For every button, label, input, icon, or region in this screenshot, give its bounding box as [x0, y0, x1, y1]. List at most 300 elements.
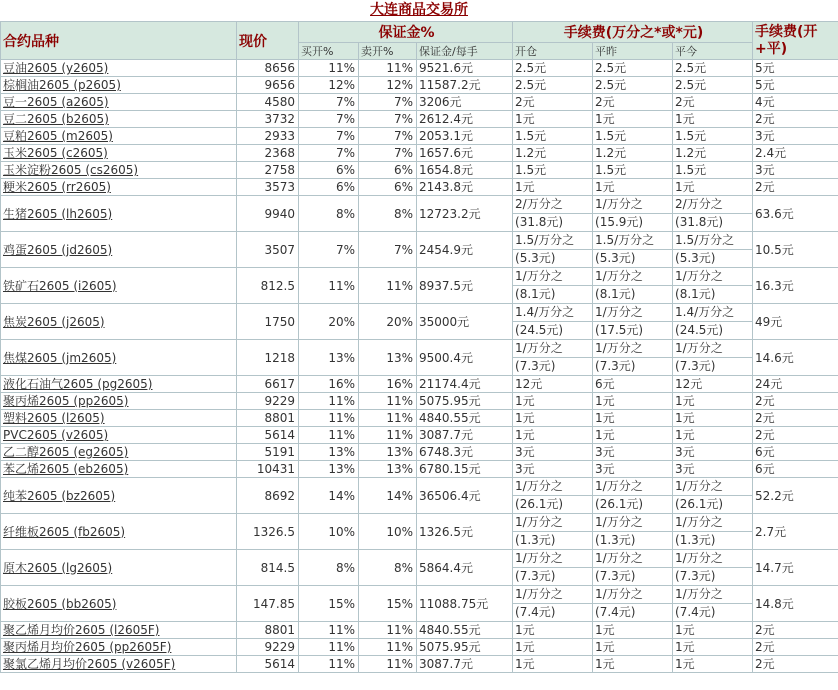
sell-open-cell: 12%	[359, 77, 417, 94]
margin-cell: 8937.5元	[417, 268, 513, 304]
fee-cy-cell: 3元	[593, 461, 673, 478]
price-cell: 8656	[237, 60, 299, 77]
fee-open-cell	[513, 340, 593, 376]
table-row	[1, 94, 838, 111]
price-cell: 6617	[237, 376, 299, 393]
fee-open-cell: 3元	[513, 444, 593, 461]
header-close-today: 平今	[673, 43, 753, 60]
price-cell: 1326.5	[237, 514, 299, 550]
contract-link[interactable]: 乙二醇2605 (eg2605)	[3, 445, 129, 459]
contract-link[interactable]: 聚丙烯月均价2605 (pp2605F)	[3, 640, 172, 654]
fee-ct-line: 1.5/万分之	[673, 232, 752, 250]
exchange-title: 大连商品交易所	[370, 2, 468, 18]
price-cell: 1218	[237, 340, 299, 376]
fee-total-cell: 2元	[753, 639, 838, 656]
table-row	[1, 393, 838, 410]
contract-name-cell	[1, 232, 237, 268]
price-cell: 9940	[237, 196, 299, 232]
price-cell: 147.85	[237, 586, 299, 622]
contract-name-cell	[1, 179, 237, 196]
fee-total-cell: 6元	[753, 444, 838, 461]
fee-open-line: (1.3元)	[515, 533, 556, 547]
fee-cy-line: (7.4元)	[595, 605, 636, 619]
sell-open-cell: 13%	[359, 340, 417, 376]
fee-cy-cell: 1元	[593, 656, 673, 673]
sell-open-cell: 7%	[359, 232, 417, 268]
contract-name-cell	[1, 162, 237, 179]
buy-open-cell: 6%	[299, 179, 359, 196]
fee-cy-cell: 1.2元	[593, 145, 673, 162]
contract-link[interactable]: 豆一2605 (a2605)	[3, 95, 109, 109]
contract-link[interactable]: 铁矿石2605 (i2605)	[3, 278, 117, 293]
fee-open-cell: 12元	[513, 376, 593, 393]
sell-open-cell: 6%	[359, 162, 417, 179]
margin-cell: 9500.4元	[417, 340, 513, 376]
margin-cell: 6780.15元	[417, 461, 513, 478]
table-row	[1, 586, 838, 622]
contract-name-cell	[1, 376, 237, 393]
fee-open-line: 1/万分之	[513, 340, 592, 358]
price-cell: 812.5	[237, 268, 299, 304]
price-cell: 9229	[237, 393, 299, 410]
fee-open-cell	[513, 550, 593, 586]
fee-open-line: (7.4元)	[515, 605, 556, 619]
fee-cy-cell	[593, 478, 673, 514]
fee-open-cell	[513, 304, 593, 340]
table-row	[1, 514, 838, 550]
fee-ct-cell: 1元	[673, 656, 753, 673]
margin-cell: 6748.3元	[417, 444, 513, 461]
fee-ct-line: 1/万分之	[673, 268, 752, 286]
buy-open-cell: 10%	[299, 514, 359, 550]
buy-open-cell: 7%	[299, 94, 359, 111]
fee-ct-cell: 1.5元	[673, 162, 753, 179]
header-open: 开仓	[513, 43, 593, 60]
fee-open-line: (24.5元)	[515, 323, 564, 337]
contract-name-cell	[1, 340, 237, 376]
price-cell: 8801	[237, 622, 299, 639]
fee-open-cell	[513, 586, 593, 622]
fee-total-cell: 5元	[753, 77, 838, 94]
fee-open-cell: 1元	[513, 111, 593, 128]
buy-open-cell: 11%	[299, 622, 359, 639]
buy-open-cell: 11%	[299, 656, 359, 673]
header-buy-open: 买开%	[299, 43, 359, 60]
contract-link[interactable]: 粳米2605 (rr2605)	[3, 180, 111, 194]
price-cell: 2368	[237, 145, 299, 162]
fee-ct-cell: 2.5元	[673, 77, 753, 94]
buy-open-cell: 16%	[299, 376, 359, 393]
fee-ct-cell: 1元	[673, 179, 753, 196]
buy-open-cell: 11%	[299, 427, 359, 444]
fee-cy-cell: 1元	[593, 393, 673, 410]
margin-cell: 36506.4元	[417, 478, 513, 514]
fee-open-cell: 1.2元	[513, 145, 593, 162]
price-cell: 9229	[237, 639, 299, 656]
contract-link[interactable]: 焦炭2605 (j2605)	[3, 314, 105, 329]
fee-cy-cell: 3元	[593, 444, 673, 461]
buy-open-cell: 11%	[299, 639, 359, 656]
fee-total-cell: 14.7元	[753, 550, 838, 586]
price-cell: 1750	[237, 304, 299, 340]
table-body	[1, 60, 838, 673]
fee-ct-cell: 3元	[673, 461, 753, 478]
table-row	[1, 111, 838, 128]
fee-open-line: (31.8元)	[515, 215, 564, 229]
buy-open-cell: 13%	[299, 340, 359, 376]
sell-open-cell: 13%	[359, 444, 417, 461]
price-cell: 5614	[237, 656, 299, 673]
contract-name-cell	[1, 304, 237, 340]
fee-open-line: (7.3元)	[515, 359, 556, 373]
contract-link[interactable]: 豆二2605 (b2605)	[3, 112, 109, 126]
fee-ct-cell	[673, 304, 753, 340]
fee-ct-cell	[673, 514, 753, 550]
margin-cell: 5864.4元	[417, 550, 513, 586]
price-cell: 3573	[237, 179, 299, 196]
table-row	[1, 639, 838, 656]
fee-ct-cell	[673, 268, 753, 304]
margin-cell: 2143.8元	[417, 179, 513, 196]
contract-link[interactable]: 胶板2605 (bb2605)	[3, 596, 117, 611]
fee-cy-line: 1/万分之	[593, 514, 672, 532]
fee-ct-cell: 12元	[673, 376, 753, 393]
sell-open-cell: 15%	[359, 586, 417, 622]
sell-open-cell: 11%	[359, 393, 417, 410]
buy-open-cell: 8%	[299, 196, 359, 232]
fee-cy-cell: 1.5元	[593, 162, 673, 179]
fee-open-cell: 1元	[513, 427, 593, 444]
table-row	[1, 444, 838, 461]
buy-open-cell: 11%	[299, 60, 359, 77]
price-cell: 2933	[237, 128, 299, 145]
fee-cy-cell: 1元	[593, 410, 673, 427]
fee-open-cell: 2.5元	[513, 77, 593, 94]
margin-cell: 4840.55元	[417, 410, 513, 427]
sell-open-cell: 11%	[359, 268, 417, 304]
fee-cy-cell	[593, 268, 673, 304]
fee-open-cell: 1.5元	[513, 162, 593, 179]
fee-cy-cell: 1元	[593, 179, 673, 196]
contract-link[interactable]: 纯苯2605 (bz2605)	[3, 488, 116, 503]
sell-open-cell: 7%	[359, 128, 417, 145]
sell-open-cell: 11%	[359, 639, 417, 656]
price-cell: 814.5	[237, 550, 299, 586]
fee-cy-line: 1/万分之	[593, 550, 672, 568]
fee-open-line: 2/万分之	[513, 196, 592, 214]
price-cell: 5614	[237, 427, 299, 444]
fee-cy-cell	[593, 232, 673, 268]
fee-open-cell: 1元	[513, 656, 593, 673]
contract-link[interactable]: 塑料2605 (l2605)	[3, 411, 105, 425]
fee-total-cell: 2元	[753, 656, 838, 673]
fee-cy-cell: 1元	[593, 639, 673, 656]
fee-open-cell: 1元	[513, 410, 593, 427]
fee-cy-line: 1/万分之	[593, 586, 672, 604]
fee-open-cell: 2元	[513, 94, 593, 111]
contract-name-cell	[1, 550, 237, 586]
margin-cell: 12723.2元	[417, 196, 513, 232]
price-cell: 4580	[237, 94, 299, 111]
fee-ct-cell	[673, 232, 753, 268]
fee-open-cell: 1元	[513, 393, 593, 410]
fee-total-cell: 63.6元	[753, 196, 838, 232]
fee-total-cell: 5元	[753, 60, 838, 77]
fee-open-cell: 1.5元	[513, 128, 593, 145]
fee-ct-line: (5.3元)	[675, 251, 716, 265]
sell-open-cell: 11%	[359, 427, 417, 444]
contract-name-cell	[1, 410, 237, 427]
fee-total-cell: 24元	[753, 376, 838, 393]
margin-cell: 2053.1元	[417, 128, 513, 145]
fee-ct-cell: 2.5元	[673, 60, 753, 77]
fee-open-cell: 3元	[513, 461, 593, 478]
fee-ct-line: 1.4/万分之	[673, 304, 752, 322]
fee-cy-line: (26.1元)	[595, 497, 644, 511]
buy-open-cell: 14%	[299, 478, 359, 514]
contract-link[interactable]: 玉米淀粉2605 (cs2605)	[3, 163, 139, 177]
price-cell: 10431	[237, 461, 299, 478]
fee-ct-line: 1/万分之	[673, 478, 752, 496]
table-row	[1, 162, 838, 179]
fee-open-line: 1/万分之	[513, 550, 592, 568]
fee-ct-line: (7.3元)	[675, 569, 716, 583]
header-fee-total: 手续费(开+平)	[753, 22, 838, 60]
fee-open-line: 1.4/万分之	[513, 304, 592, 322]
contract-link[interactable]: 豆粕2605 (m2605)	[3, 129, 113, 143]
contract-link[interactable]: 聚乙烯月均价2605 (l2605F)	[3, 623, 160, 637]
fee-cy-line: 1/万分之	[593, 196, 672, 214]
sell-open-cell: 8%	[359, 196, 417, 232]
fee-open-line: (5.3元)	[515, 251, 556, 265]
fee-total-cell: 2元	[753, 622, 838, 639]
sell-open-cell: 7%	[359, 145, 417, 162]
buy-open-cell: 11%	[299, 410, 359, 427]
fee-open-cell	[513, 232, 593, 268]
fee-total-cell: 3元	[753, 162, 838, 179]
buy-open-cell: 13%	[299, 461, 359, 478]
fee-cy-line: (5.3元)	[595, 251, 636, 265]
fee-ct-cell: 1元	[673, 393, 753, 410]
contract-name-cell	[1, 196, 237, 232]
contract-link[interactable]: 生猪2605 (lh2605)	[3, 206, 113, 221]
contract-name-cell	[1, 145, 237, 162]
fee-ct-line: 1/万分之	[673, 586, 752, 604]
fee-cy-cell: 1元	[593, 111, 673, 128]
fee-total-cell: 2元	[753, 427, 838, 444]
fee-cy-line: (7.3元)	[595, 569, 636, 583]
table-row	[1, 232, 838, 268]
table-row	[1, 478, 838, 514]
fee-open-line: 1.5/万分之	[513, 232, 592, 250]
fee-cy-line: (8.1元)	[595, 287, 636, 301]
fee-total-cell: 6元	[753, 461, 838, 478]
table-row	[1, 427, 838, 444]
contract-name-cell	[1, 60, 237, 77]
fee-ct-cell	[673, 340, 753, 376]
header-product: 合约品种	[1, 22, 237, 60]
price-cell: 3732	[237, 111, 299, 128]
table-row	[1, 77, 838, 94]
margin-cell: 4840.55元	[417, 622, 513, 639]
sell-open-cell: 11%	[359, 60, 417, 77]
table-row	[1, 340, 838, 376]
fee-cy-cell	[593, 304, 673, 340]
contract-link[interactable]: 苯乙烯2605 (eb2605)	[3, 462, 129, 476]
header-sell-open: 卖开%	[359, 43, 417, 60]
price-cell: 5191	[237, 444, 299, 461]
fee-open-cell	[513, 268, 593, 304]
header-price: 现价	[237, 22, 299, 60]
fee-total-cell: 4元	[753, 94, 838, 111]
sell-open-cell: 8%	[359, 550, 417, 586]
fee-cy-cell: 1元	[593, 622, 673, 639]
price-cell: 2758	[237, 162, 299, 179]
margin-cell: 35000元	[417, 304, 513, 340]
contract-table	[0, 21, 838, 673]
fee-total-cell: 2元	[753, 111, 838, 128]
contract-name-cell	[1, 128, 237, 145]
table-row	[1, 179, 838, 196]
contract-name-cell	[1, 444, 237, 461]
table-row	[1, 128, 838, 145]
fee-ct-cell	[673, 586, 753, 622]
fee-cy-line: (7.3元)	[595, 359, 636, 373]
fee-ct-line: 2/万分之	[673, 196, 752, 214]
contract-name-cell	[1, 586, 237, 622]
fee-ct-cell	[673, 196, 753, 232]
sell-open-cell: 20%	[359, 304, 417, 340]
fee-total-cell: 2.4元	[753, 145, 838, 162]
fee-cy-cell	[593, 586, 673, 622]
fee-open-line: (8.1元)	[515, 287, 556, 301]
fee-cy-cell	[593, 514, 673, 550]
fee-cy-cell	[593, 340, 673, 376]
table-row	[1, 145, 838, 162]
fee-open-cell	[513, 478, 593, 514]
fee-open-cell: 1元	[513, 179, 593, 196]
fee-ct-cell: 2元	[673, 94, 753, 111]
fee-open-cell: 2.5元	[513, 60, 593, 77]
fee-cy-line: (1.3元)	[595, 533, 636, 547]
contract-name-cell	[1, 639, 237, 656]
contract-link[interactable]: 鸡蛋2605 (jd2605)	[3, 242, 113, 257]
buy-open-cell: 8%	[299, 550, 359, 586]
fee-ct-line: (1.3元)	[675, 533, 716, 547]
fee-total-cell: 2元	[753, 393, 838, 410]
fee-cy-line: 1/万分之	[593, 340, 672, 358]
price-cell: 9656	[237, 77, 299, 94]
contract-name-cell	[1, 111, 237, 128]
buy-open-cell: 7%	[299, 145, 359, 162]
margin-cell: 2612.4元	[417, 111, 513, 128]
table-row	[1, 410, 838, 427]
fee-ct-cell: 1元	[673, 111, 753, 128]
fee-cy-line: (17.5元)	[595, 323, 644, 337]
fee-ct-cell: 1元	[673, 639, 753, 656]
contract-link[interactable]: 豆油2605 (y2605)	[3, 61, 109, 75]
fee-total-cell: 2元	[753, 410, 838, 427]
fee-ct-cell: 1.2元	[673, 145, 753, 162]
buy-open-cell: 20%	[299, 304, 359, 340]
margin-cell: 1326.5元	[417, 514, 513, 550]
table-row	[1, 196, 838, 232]
contract-name-cell	[1, 268, 237, 304]
contract-link[interactable]: 纤维板2605 (fb2605)	[3, 524, 126, 539]
fee-ct-line: (26.1元)	[675, 497, 724, 511]
fee-total-cell: 49元	[753, 304, 838, 340]
contract-name-cell	[1, 77, 237, 94]
header-fee-group: 手续费(万分之*或*元)	[513, 22, 753, 43]
header-close-yesterday: 平昨	[593, 43, 673, 60]
fee-cy-cell: 1.5元	[593, 128, 673, 145]
fee-cy-cell: 2.5元	[593, 77, 673, 94]
header-margin-group: 保证金%	[299, 22, 513, 43]
fee-cy-line: (15.9元)	[595, 215, 644, 229]
contract-link[interactable]: 聚氯乙烯月均价2605 (v2605F)	[3, 657, 176, 671]
table-row	[1, 268, 838, 304]
margin-cell: 21174.4元	[417, 376, 513, 393]
margin-cell: 1654.8元	[417, 162, 513, 179]
margin-cell: 3087.7元	[417, 656, 513, 673]
buy-open-cell: 7%	[299, 128, 359, 145]
margin-cell: 5075.95元	[417, 639, 513, 656]
contract-name-cell	[1, 478, 237, 514]
table-row	[1, 60, 838, 77]
price-cell: 8801	[237, 410, 299, 427]
fee-open-line: (7.3元)	[515, 569, 556, 583]
fee-cy-cell: 2.5元	[593, 60, 673, 77]
sell-open-cell: 14%	[359, 478, 417, 514]
sell-open-cell: 7%	[359, 94, 417, 111]
contract-name-cell	[1, 94, 237, 111]
sell-open-cell: 7%	[359, 111, 417, 128]
fee-cy-cell	[593, 196, 673, 232]
contract-link[interactable]: 棕榈油2605 (p2605)	[3, 78, 121, 92]
buy-open-cell: 15%	[299, 586, 359, 622]
contract-link[interactable]: 焦煤2605 (jm2605)	[3, 350, 117, 365]
buy-open-cell: 12%	[299, 77, 359, 94]
contract-link[interactable]: 原木2605 (lg2605)	[3, 560, 113, 575]
fee-total-cell: 3元	[753, 128, 838, 145]
fee-open-line: 1/万分之	[513, 268, 592, 286]
contract-link[interactable]: PVC2605 (v2605)	[3, 428, 109, 442]
sell-open-cell: 11%	[359, 622, 417, 639]
fee-ct-line: 1/万分之	[673, 514, 752, 532]
contract-name-cell	[1, 393, 237, 410]
buy-open-cell: 7%	[299, 232, 359, 268]
contract-link[interactable]: 聚丙烯2605 (pp2605)	[3, 394, 129, 408]
fee-ct-line: (7.3元)	[675, 359, 716, 373]
fee-total-cell: 2.7元	[753, 514, 838, 550]
fee-open-cell: 1元	[513, 639, 593, 656]
fee-total-cell: 14.8元	[753, 586, 838, 622]
contract-link[interactable]: 液化石油气2605 (pg2605)	[3, 377, 153, 391]
fee-ct-line: (8.1元)	[675, 287, 716, 301]
buy-open-cell: 13%	[299, 444, 359, 461]
sell-open-cell: 11%	[359, 656, 417, 673]
price-cell: 3507	[237, 232, 299, 268]
fee-cy-line: 1/万分之	[593, 268, 672, 286]
buy-open-cell: 11%	[299, 268, 359, 304]
margin-cell: 3087.7元	[417, 427, 513, 444]
fee-open-line: 1/万分之	[513, 514, 592, 532]
fee-ct-cell: 1元	[673, 622, 753, 639]
contract-link[interactable]: 玉米2605 (c2605)	[3, 146, 108, 160]
margin-cell: 1657.6元	[417, 145, 513, 162]
fee-total-cell: 16.3元	[753, 268, 838, 304]
table-row	[1, 656, 838, 673]
